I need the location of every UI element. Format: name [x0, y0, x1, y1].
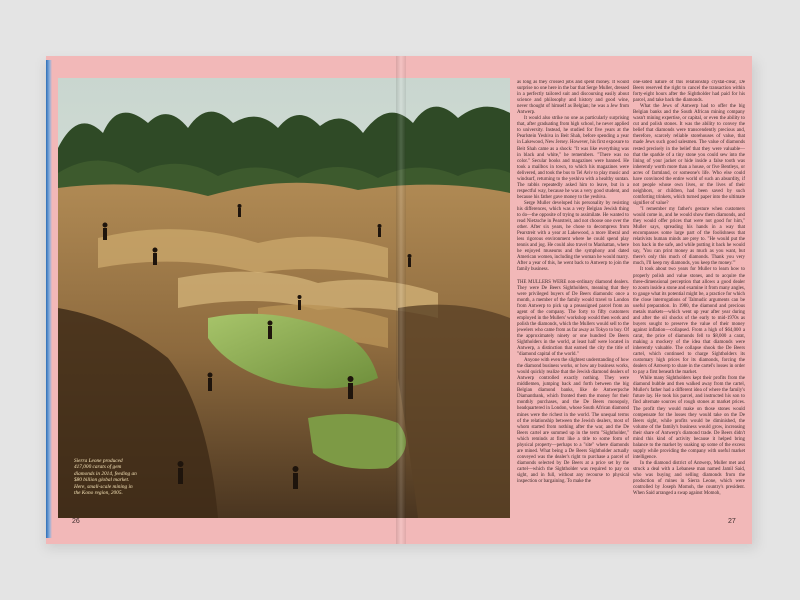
mining-photo [58, 78, 510, 518]
paragraph: While many Sightholders kept their profits from the diamond bubble and then walked away from the cartel, Muller's father had a different idea of where the family's future lay. He took his parcel, and instructed his son to find alternate sources of rough stones at market prices. The profit they would make on those stones would compensate for the losses they would take on the De Beers sight, while profits would be diminished, the volume of the family's business would grow, increasing their share of Antwerp's diamond trade. De Beers didn't mind this kind of activity because it helped bring balance to the market by soaking up some of the excess supply while providing the company with useful market intelligence. [633, 376, 745, 460]
paragraph: THE MULLERS WERE non-ordinary diamond dealers. They were De Beers Sightholders, meaning that they were privileged buyers of De Beers diamonds: once a month, a member of the family would travel to London from Antwerp to pick up a preassigned parcel from an agent of the company. The forty to fifty customers employed in the Mullers' workshop would then work and polish the diamonds, which the Mullers would sell to the jewelers who came from as far away as Tokyo to buy. Of the approximately ninety or one hundred De Beers Sightholders in the world, at least half were located in Antwerp, a distinction that earned the city the title of "diamond capital of the world." [517, 279, 629, 358]
page-edge-left [46, 60, 52, 538]
article-column-2 [633, 80, 745, 530]
article-column-1 [517, 80, 629, 530]
paragraph: In the diamond district of Antwerp, Muller met and struck a deal with a Lebanese man named Jamil Said, who was buying and selling diamonds from the production of mines in Sierra Leone, which were controlled by Joseph Momoh, the country's president. When Said arranged a swap against Momoh, [633, 460, 745, 497]
paragraph: Serge Muller developed his personality by resisting his differences, which was a very Belgian Jewish thing to do—the opposite of trying to assimilate. He wanted to read Nietzsche in Pearstreit, and not choose one over the other. After six years, he chose to decompress from Pearstreit with a year at Lakewood, a more liberal and less rigorous environment where he could spend play tennis and jog. He could also travel to Manhattan, where he enjoyed museums and the symphony and dated American women, including the woman he would marry. After a year of this, he went back to Antwerp to join the family business. [517, 200, 629, 273]
paragraph: It took about two years for Muller to learn how to properly polish and value stones, and to acquire the three-dimensional perception that allows a good dealer to zoom inside a stone and examine it from many angles, to gauge what its potential might be, a practice for which the close interrogations of Talmudic arguments can be useful preparation. In 1980, the diamond and precious metals markets—which went up year after year during and after the oil shocks of the early to mid-1970s as buyers sought to preserve the value of their money against inflation—collapsed. From a high of $64,000 a carat, the price of diamonds fell to $8,000 a carat, making a mockery of the idea that diamonds were inherently valuable. The collapse shook the De Beers cartel, which continued to charge Sightholders its customary high prices for its diamonds, forcing the dealers of Antwerp to share in the cartel's losses in order to pay a first beneath the market. [633, 267, 745, 376]
photo-caption: Sierra Leone produced 417,000 carats of gem diamonds in 2014, feeding an $80 billion global market. Here, small-scale mining in the Kono region, 2005. [74, 458, 137, 497]
page-number-left: 26 [72, 518, 80, 525]
mining-photo-illustration [58, 78, 510, 518]
paragraph: It would also strike no one as particularly surprising that, after graduating from high school, he never applied to university. Instead, he studied for five years at the Pearlstein Yeshiva in Beit Shah, before spending a year in Lakewood, New Jersey. However, his first exposure to Beit Shah came as a shock: "It was like everything was in black and white," he remembers. "There was no color." Secular books and magazines were banned. He took a mailbox in town, to which his magazines were delivered, and took the bus to Tel Aviv to play music and windsurf, returning to the yeshiva with a healthy suntan. The rabbis repeatedly asked him to leave, but in a respectful way, because he was a very good student, and because his father gave money to the yeshiva. [517, 116, 629, 200]
paragraph: What the Jews of Antwerp had to offer the big Belgian banks and the South African mining company wasn't mining expertise, or capital, or even the ability to cut and polish stones. It was the ability to convey the belief that diamonds were transcendently precious and, therefore, scarcely reliable storehouses of value, that made Jews such good salesmen. The value of diamonds rested precisely in the belief that they were valuable—that the sparkle of a tiny stone you could sew into the lining of your jacket or hide inside a false tooth was inherently worth more than a house, or five Bentleys, or acres of farmland, or someone's life. Who else could have convinced the entire world of such an absurdity, if not people whose own lives, or the lives of their neighbors, or children, had been saved by such comforting trinkets, which turned paper into the ultimate signifier of value? [633, 104, 745, 206]
paragraph: as long as they crossed jobs and spent money. It would surprise no one here in the bar that Serge Muller, dressed in a perfectly tailored suit and discoursing easily about science and philosophy and history and good wine, never thought of himself as Belgian; he was a Jew from Antwerp. [517, 80, 629, 116]
paragraph: "I remember my father's gesture when customers would come in, and he would show them diamonds, and they would offer prices that were not good for him," Muller says, spreading his hands in a way that encompasses some large part of the foolishness that relativists human minds are prey to. "He would put the box back in the safe, and while putting it back he would say, 'You can print money as much as you want, but there's only this much of diamonds. Thank you very much, I'll keep my diamonds, you keep the money.'" [633, 206, 745, 267]
paragraph: Anyone with even the slightest understanding of how the diamond business works, or how any business works, would quickly realize that the Jewish diamond dealers of Antwerp controlled exactly nothing. They were middlemen, jumping back and forth between the big Belgian diamond banks, like de Antwerpsche Diamantbank, which fronted them the money for their monthly purchases, and the De Beers monopoly, headquartered in London, whose South African diamond mines were the richest in the world. The unequal terms of the relationship between the Jewish dealers, most of whom started from nothing after the war, and the De Beers cartel are summed up in the term "Sightholder," which reminds at first like a title to some form of physical property—perhaps to a "site" where diamonds are mined. What being a De Beers Sightholder actually conveyed was the dealer's right to purchase a parcel of diamonds selected by De Beers at a price set by the cartel—which the Sightholder was required to pay on sight, and in full, without any recourse to physical inspection or bargaining. To make the [517, 358, 629, 485]
page-number-right: 27 [728, 518, 736, 525]
spread-gutter [396, 56, 406, 544]
paragraph: one-sided nature of this relationship crystal-clear, De Beers reserved the right to cancel the transaction within forty-eight hours after the Sightholder had paid for his parcel, and take back the diamonds. [633, 80, 745, 104]
